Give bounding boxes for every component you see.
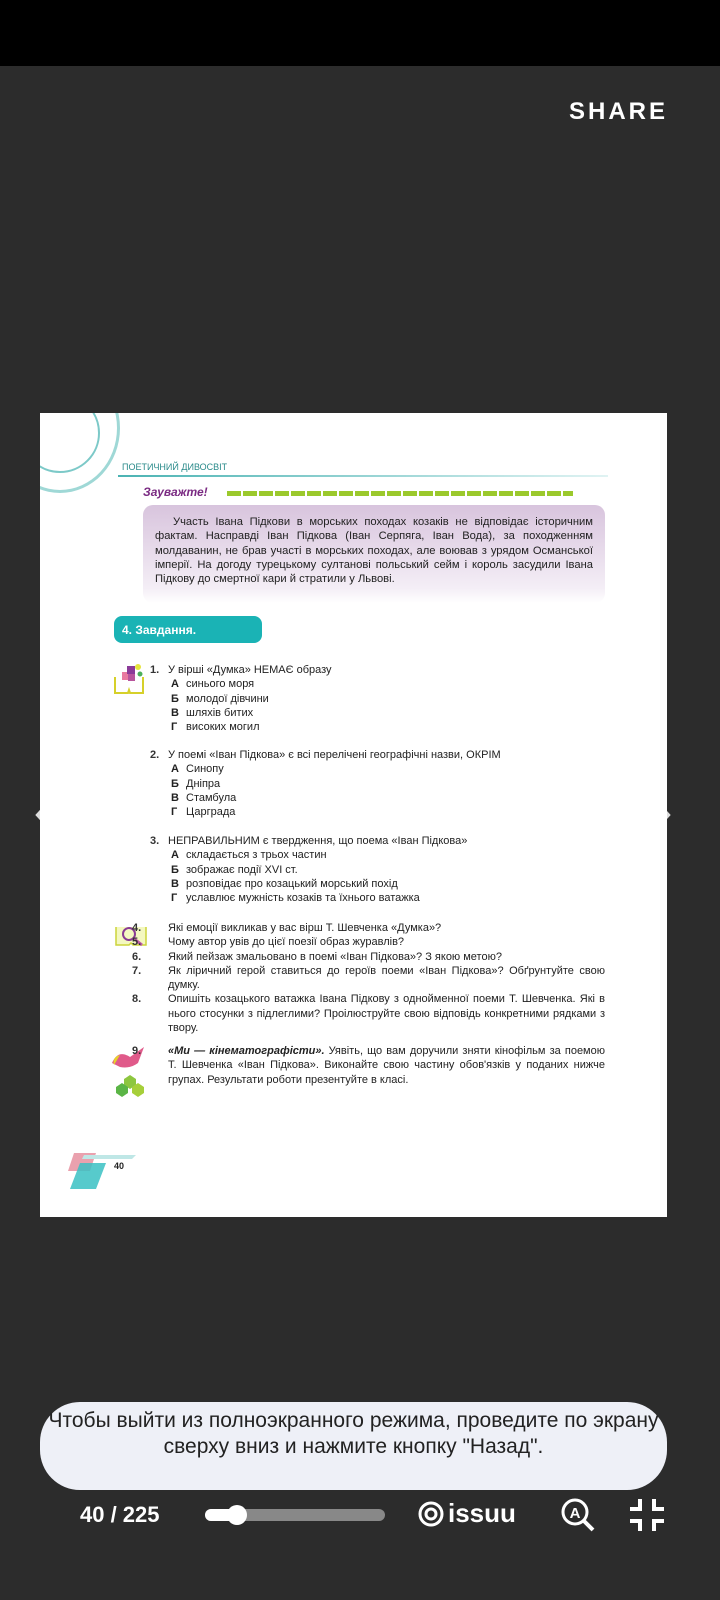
option-letter: А [171,763,179,776]
slider-thumb[interactable] [227,1505,247,1525]
option [150,720,605,734]
option [150,692,605,706]
question-text: Які емоції викликав у вас вірш Т. Шевченка «Думка»? [168,922,442,934]
option [150,677,605,691]
svg-text:A: A [569,1505,581,1522]
question-text: Уявіть, що вам доручили зняти кінофільм за поемою Т. Шевченка «Іван Підкова». Виконайте свою частину обов'язків у поданих нижче групах. Результати роботи презентуйте в класі. [168,1045,605,1086]
option [150,805,605,819]
question-6 [132,950,605,964]
pegasus-icon [108,1043,150,1099]
option-letter: А [171,678,179,691]
option-letter: А [171,849,179,862]
question-text: У поемі «Іван Підкова» є всі перелічені географічні назви, ОКРІМ [168,749,501,761]
question-text: У вірші «Думка» НЕМАЄ образу [168,664,332,676]
question-number: 5. [132,936,142,949]
option [150,877,605,891]
option-text: молодої дівчини [186,692,269,705]
question-4 [132,921,605,935]
page-counter: 40 / 225 [80,1502,160,1527]
option-text: уславлює мужність козаків та їхнього ватажка [186,892,420,905]
question-title: «Ми — кінематографісти». [168,1045,325,1057]
search-text-icon[interactable] [560,1497,596,1533]
option [150,777,605,791]
option-letter: Г [171,892,178,905]
task-header: 4. Завдання. [114,616,262,643]
option [150,706,605,720]
option-text: зображає події XVI ст. [186,863,298,876]
page-number-decoration [66,1151,138,1191]
option-letter: Б [171,692,179,705]
option [150,891,605,905]
option-letter: Г [171,806,178,819]
option-text: високих могил [186,721,260,734]
option [150,863,605,877]
option [150,762,605,776]
question-number: 7. [132,964,142,977]
question-text: Який пейзаж змальовано в поемі «Іван Підкова»? З якою метою? [168,950,502,963]
note-title: Зауважте! [143,485,208,499]
issuu-logo-icon [418,1501,444,1527]
status-bar [0,0,720,66]
option-letter: Г [171,721,178,734]
divider [118,475,608,477]
question-7 [132,964,605,993]
option-text: розповідає про козацький морський похід [186,877,398,890]
option [150,791,605,805]
option-text: складається з трьох частин [186,849,327,862]
option-text: Синопу [186,763,224,776]
page-number: 40 [114,1161,125,1171]
question-text: Чому автор увів до цієї поезії образ журавлів? [168,936,405,949]
option-letter: В [171,706,179,719]
question-2 [150,748,605,819]
question-text: НЕПРАВИЛЬНИМ є твердження, що поема «Іван Підкова» [168,835,468,847]
question-number: 3. [150,835,160,847]
option-letter: Б [171,777,179,790]
question-number: 4. [132,922,142,934]
section-title: ПОЕТИЧНИЙ ДИВОСВІТ [122,462,228,472]
option-letter: Б [171,863,179,876]
book-icon [113,663,145,695]
option [150,848,605,862]
question-3 [150,834,605,905]
option-letter: В [171,791,179,804]
question-number: 6. [132,950,142,963]
option-letter: В [171,877,179,890]
fullscreen-hint-toast: Чтобы выйти из полноэкранного режима, проведите по экрану сверху вниз и нажмите кнопку "Назад". [40,1402,667,1490]
note-box: Участь Івана Підкови в морських походах козаків не відповідає історичним фактам. Насправді Іван Підкова (Іван Серпяга, Іван Вода), за походженням молдаванин, не брав участі в морських походах, але воював з урядом Османської імперії. На догоду турецькому султанові польський сейм і король засудили Івана Підкову до смертної кари й стратили у Львові. [143,505,605,603]
question-8 [132,992,605,1035]
question-1 [150,663,605,734]
option-text: Царграда [186,806,236,819]
share-button[interactable]: SHARE [568,98,668,125]
question-number: 2. [150,749,160,761]
book-magnifier-icon [114,923,148,947]
option-text: Дніпра [186,777,221,790]
exit-fullscreen-icon[interactable] [626,1497,668,1533]
question-number: 8. [132,993,142,1006]
option-text: шляхів битих [186,706,254,719]
question-9 [132,1044,605,1087]
book-page [40,413,667,1217]
open-questions [132,921,605,1035]
question-5 [132,935,605,949]
option-text: Стамбула [186,791,237,804]
question-number: 1. [150,664,160,676]
question-text: Опишіть козацького ватажка Івана Підкову з однойменної поеми Т. Шевченка. Які в нього стосунки з підлеглими? Проілюструйте свою відповідь конкретними рядками з твору. [168,993,605,1035]
brand-name: issuu [448,1498,516,1528]
option-text: синього моря [186,678,255,691]
question-number: 9. [132,1045,142,1057]
question-text: Як ліричний герой ставиться до героїв поеми «Іван Підкова»? Обґрунтуйте свою думку. [168,964,605,992]
issuu-logo[interactable] [418,1498,516,1529]
page-slider[interactable] [205,1509,385,1521]
dashed-divider [227,491,573,496]
